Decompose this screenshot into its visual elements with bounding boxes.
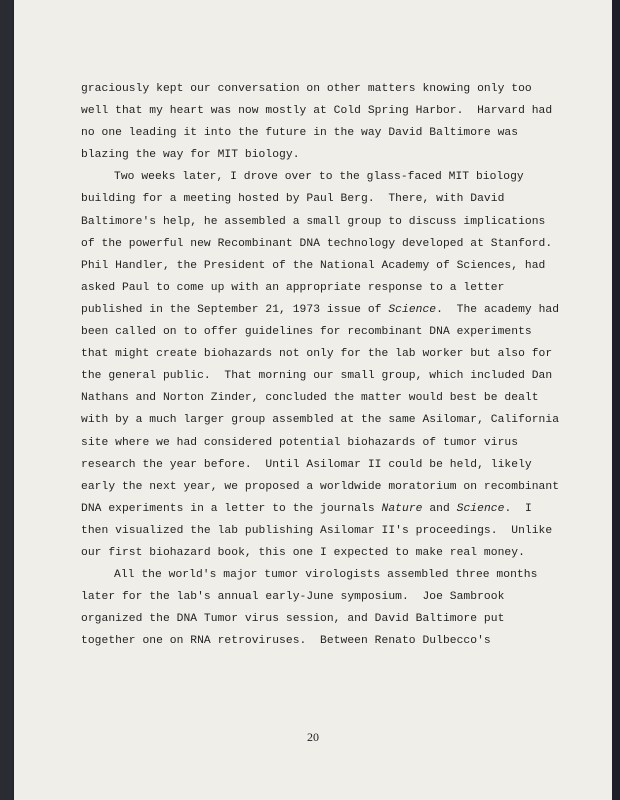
text-line: of the powerful new Recombinant DNA technology developed at Stanford.: [81, 237, 553, 250]
scan-edge: [612, 0, 620, 800]
text-segment: DNA experiments in a letter to the journals: [81, 502, 382, 515]
text-line: [81, 498, 551, 520]
italic-title: Science: [388, 303, 437, 316]
text-line: Phil Handler, the President of the National Academy of Sciences, had: [81, 259, 546, 272]
text-line: then visualized the lab publishing Asilomar II's proceedings. Unlike: [81, 524, 553, 537]
text-line: organized the DNA Tumor virus session, and David Baltimore put: [81, 613, 505, 626]
text-line: asked Paul to come up with an appropriate response to a letter: [81, 281, 505, 294]
text-segment: and: [422, 502, 457, 515]
text-line: [81, 299, 560, 321]
text-line: later for the lab's annual early-June symposium. Joe Sambrook: [81, 591, 505, 604]
page-number: 20: [307, 730, 319, 744]
body-text: [81, 78, 560, 652]
italic-title: Nature: [381, 502, 423, 515]
text-line: graciously kept our conversation on other matters knowing only too: [81, 83, 532, 95]
text-line: been called on to offer guidelines for recombinant DNA experiments: [81, 326, 532, 339]
text-line: our first biohazard book, this one I expected to make real money.: [81, 546, 525, 559]
italic-title: Science: [456, 502, 505, 515]
text-line: research the year before. Until Asilomar II could be held, likely: [81, 458, 532, 471]
text-line: blazing the way for MIT biology.: [81, 149, 300, 162]
document-page: [14, 0, 612, 800]
text-line: that might create biohazards not only for the lab worker but also for: [81, 348, 553, 361]
text-line: building for a meeting hosted by Paul Berg. There, with David: [81, 193, 505, 206]
text-line: Baltimore's help, he assembled a small group to discuss implications: [81, 215, 546, 228]
text-segment: . The academy had: [436, 303, 560, 316]
text-line: with by a much larger group assembled at the same Asilomar, California: [81, 414, 560, 427]
text-line: site where we had considered potential biohazards of tumor virus: [81, 436, 519, 449]
text-line: no one leading it into the future in the way David Baltimore was: [81, 127, 519, 140]
text-line: Nathans and Norton Zinder, concluded the matter would best be dealt: [81, 392, 539, 405]
text-line: early the next year, we proposed a worldwide moratorium on recombinant: [81, 480, 560, 493]
text-line: All the world's major tumor virologists assembled three months: [114, 569, 538, 582]
text-segment: published in the September 21, 1973 issue of: [81, 303, 389, 316]
text-line: well that my heart was now mostly at Cold Spring Harbor. Harvard had: [81, 105, 553, 118]
text-line: the general public. That morning our small group, which included Dan: [81, 370, 553, 383]
text-segment: . I: [504, 502, 532, 515]
text-line: Two weeks later, I drove over to the glass-faced MIT biology: [114, 171, 524, 184]
text-line: together one on RNA retroviruses. Between Renato Dulbecco's: [81, 635, 491, 648]
